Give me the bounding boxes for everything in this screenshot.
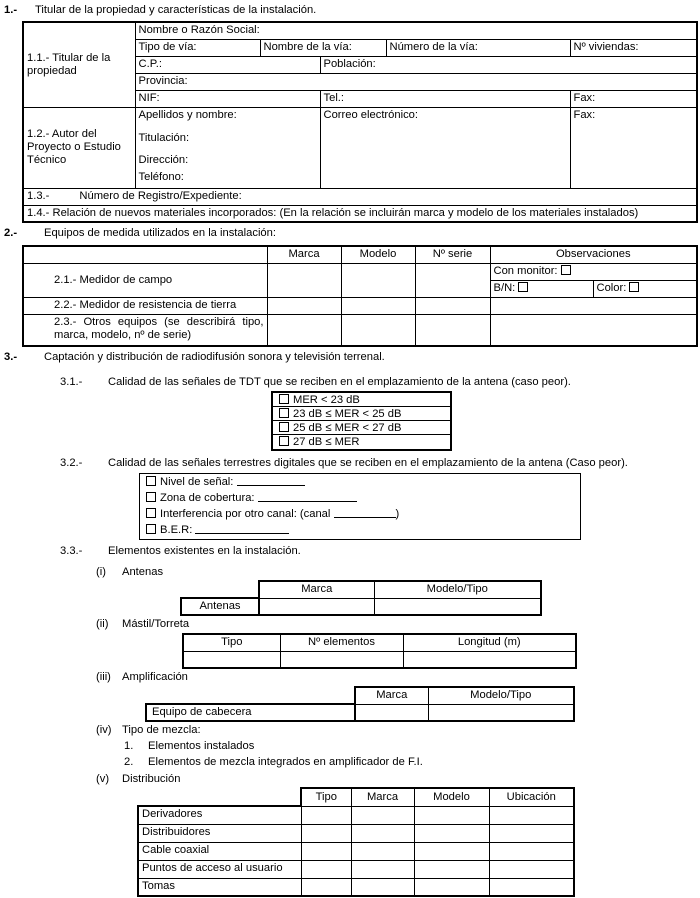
distribution-cell[interactable]	[351, 842, 414, 860]
distribution-cell[interactable]	[414, 860, 489, 878]
interference-blank[interactable]	[334, 508, 396, 518]
earth-meter-serial[interactable]	[415, 297, 490, 314]
mixing-title: Tipo de mezcla:	[122, 724, 201, 736]
headend-label: Equipo de cabecera	[146, 704, 355, 721]
mer-option-2[interactable]	[273, 407, 450, 421]
mast-elements-cell[interactable]	[280, 651, 403, 668]
distribution-cell[interactable]	[489, 824, 574, 842]
mer-label: MER < 23 dB	[293, 394, 360, 406]
distribution-row-label: Derivadores	[138, 806, 301, 824]
mast-type-cell[interactable]	[183, 651, 280, 668]
header-observations: Observaciones	[490, 246, 697, 263]
s31-title: Calidad de las señales de TDT que se reciben en el emplazamiento de la antena (caso peor).	[108, 376, 571, 388]
mer-label: 23 dB ≤ MER < 25 dB	[293, 408, 402, 420]
section-3-number: 3.-	[4, 351, 18, 363]
mast-header-length: Longitud (m)	[403, 634, 576, 651]
section-2-title: Equipos de medida utilizados en la instalación:	[44, 227, 276, 239]
tdt-quality-list	[271, 391, 452, 451]
other-model[interactable]	[341, 314, 415, 346]
street-type-field[interactable]: Tipo de vía:	[135, 39, 260, 56]
color-option	[593, 280, 697, 297]
ber-blank[interactable]	[195, 524, 289, 534]
distribution-header-brand: Marca	[351, 788, 414, 806]
distribution-row-label: Puntos de acceso al usuario	[138, 860, 301, 878]
distribution-cell[interactable]	[414, 878, 489, 896]
mer-label: 25 dB ≤ MER < 27 dB	[293, 422, 402, 434]
monitor-option	[490, 263, 697, 280]
distribution-row-label: Cable coaxial	[138, 842, 301, 860]
checkbox[interactable]	[279, 422, 289, 432]
s33-number: 3.3.-	[60, 545, 83, 557]
section-2-number: 2.-	[4, 227, 18, 239]
distribution-cell[interactable]	[301, 806, 351, 824]
email-field[interactable]: Correo electrónico:	[320, 107, 570, 188]
mer-option-4[interactable]	[273, 435, 450, 449]
distribution-cell[interactable]	[301, 860, 351, 878]
signal-level-label: Nivel de señal:	[160, 476, 237, 488]
monitor-checkbox[interactable]	[561, 265, 571, 275]
earth-meter-model[interactable]	[341, 297, 415, 314]
checkbox[interactable]	[279, 408, 289, 418]
interference-item[interactable]	[140, 506, 580, 522]
antennas-number: (i)	[96, 566, 106, 578]
antennas-row-label: Antenas	[181, 598, 259, 615]
distribution-row-label: Distribuidores	[138, 824, 301, 842]
mer-label: 27 dB ≤ MER	[293, 436, 360, 448]
distribution-cell[interactable]	[414, 824, 489, 842]
distribution-number: (v)	[96, 773, 110, 785]
amplification-title: Amplificación	[122, 671, 188, 683]
color-label: Color:	[596, 281, 627, 294]
distribution-cell[interactable]	[489, 842, 574, 860]
distribution-header-type: Tipo	[301, 788, 351, 806]
field-meter-model[interactable]	[341, 263, 415, 297]
interference-label: Interferencia por otro canal: (canal	[160, 508, 334, 520]
registry-number: 1.3.-	[27, 189, 50, 202]
signal-level-blank[interactable]	[237, 476, 305, 486]
distribution-title: Distribución	[122, 773, 181, 785]
author-details	[135, 107, 320, 188]
header-model: Modelo	[341, 246, 415, 263]
business-name-field[interactable]: Nombre o Razón Social:	[135, 22, 697, 39]
mixing-item-2: Elementos de mezcla integrados en amplificador de F.I.	[148, 756, 423, 768]
field-meter-brand[interactable]	[267, 263, 341, 297]
digital-signal-box	[139, 473, 581, 540]
province-field[interactable]: Provincia:	[135, 73, 697, 90]
checkbox[interactable]	[146, 508, 156, 518]
ber-label: B.E.R:	[160, 524, 196, 536]
antennas-model-cell[interactable]	[374, 598, 541, 615]
checkbox[interactable]	[279, 394, 289, 404]
headend-brand-cell[interactable]	[355, 704, 428, 721]
distribution-cell[interactable]	[489, 806, 574, 824]
signal-level-item[interactable]	[140, 474, 580, 490]
checkbox[interactable]	[146, 476, 156, 486]
s32-title: Calidad de las señales terrestres digitales que se reciben en el emplazamiento de la antena (Caso peor).	[108, 457, 628, 469]
amplification-table	[145, 686, 575, 722]
s31-number: 3.1.-	[60, 376, 83, 388]
other-equipment-label: 2.3.- Otros equipos (se describirá tipo, marca, modelo, nº de serie)	[23, 314, 267, 346]
mixing-item-1: Elementos instalados	[148, 740, 255, 752]
nif-field[interactable]: NIF:	[135, 90, 320, 107]
mixing-number: (iv)	[96, 724, 112, 736]
antennas-title: Antenas	[122, 566, 164, 578]
amplification-header-model: Modelo/Tipo	[428, 687, 574, 704]
author-phone-field[interactable]: Teléfono:	[138, 170, 184, 183]
phone-field[interactable]: Tel.:	[320, 90, 570, 107]
distribution-cell[interactable]	[489, 860, 574, 878]
degree-field[interactable]: Titulación:	[138, 131, 190, 144]
distribution-table	[137, 787, 575, 897]
fax-field[interactable]: Fax:	[570, 90, 697, 107]
dwellings-field[interactable]: Nº viviendas:	[570, 39, 697, 56]
mast-header-type: Tipo	[183, 634, 280, 651]
bw-label: B/N:	[493, 281, 516, 294]
distribution-cell[interactable]	[489, 878, 574, 896]
author-label: 1.2.- Autor del Proyecto o Estudio Técnico	[23, 107, 135, 188]
owner-table	[22, 21, 698, 223]
header-serial: Nº serie	[415, 246, 490, 263]
address-field[interactable]: Dirección:	[138, 153, 189, 166]
ber-item[interactable]	[140, 522, 580, 538]
antennas-table	[180, 580, 542, 616]
earth-meter-brand[interactable]	[267, 297, 341, 314]
section-1-title: Titular de la propiedad y características de la instalación.	[35, 4, 317, 16]
author-name-field[interactable]: Apellidos y nombre:	[138, 108, 237, 121]
amplification-number: (iii)	[96, 671, 111, 683]
coverage-label: Zona de cobertura:	[160, 492, 258, 504]
town-field[interactable]: Población:	[320, 56, 697, 73]
distribution-cell[interactable]	[351, 878, 414, 896]
owner-label: 1.1.- Titular de la propiedad	[23, 22, 135, 107]
measuring-equipment-table	[22, 245, 698, 347]
street-number-field[interactable]: Número de la vía:	[386, 39, 570, 56]
distribution-header-location: Ubicación	[489, 788, 574, 806]
mast-table	[182, 633, 577, 669]
s33-title: Elementos existentes en la instalación.	[108, 545, 301, 557]
registry-field[interactable]	[23, 188, 697, 205]
other-serial[interactable]	[415, 314, 490, 346]
coverage-blank[interactable]	[258, 492, 357, 502]
new-materials-field[interactable]: 1.4.- Relación de nuevos materiales incorporados: (En la relación se incluirán marca y modelo de los materiales instalados)	[23, 205, 697, 222]
distribution-cell[interactable]	[351, 824, 414, 842]
other-brand[interactable]	[267, 314, 341, 346]
checkbox[interactable]	[146, 524, 156, 534]
headend-model-cell[interactable]	[428, 704, 574, 721]
section-3-title: Captación y distribución de radiodifusión sonora y televisión terrenal.	[44, 351, 385, 363]
amplification-header-brand: Marca	[355, 687, 428, 704]
antennas-brand-cell[interactable]	[259, 598, 374, 615]
section-1-number: 1.-	[4, 4, 18, 16]
mast-header-elements: Nº elementos	[280, 634, 403, 651]
registry-label: Número de Registro/Expediente:	[79, 189, 242, 202]
checkbox[interactable]	[146, 492, 156, 502]
mer-option-1[interactable]	[273, 393, 450, 407]
earth-meter-observations[interactable]	[490, 297, 697, 314]
street-name-field[interactable]: Nombre de la vía:	[260, 39, 386, 56]
bw-checkbox[interactable]	[518, 282, 528, 292]
distribution-header-model: Modelo	[414, 788, 489, 806]
mixing-item-2-number: 2.	[124, 756, 134, 768]
postal-code-field[interactable]: C.P.:	[135, 56, 320, 73]
mast-length-cell[interactable]	[403, 651, 576, 668]
distribution-cell[interactable]	[351, 806, 414, 824]
distribution-cell[interactable]	[301, 878, 351, 896]
field-meter-label: 2.1.- Medidor de campo	[23, 263, 267, 297]
other-observations[interactable]	[490, 314, 697, 346]
mast-number: (ii)	[96, 618, 109, 630]
s32-number: 3.2.-	[60, 457, 83, 469]
antennas-header-model: Modelo/Tipo	[374, 581, 541, 598]
distribution-cell[interactable]	[351, 860, 414, 878]
coverage-item[interactable]	[140, 490, 580, 506]
earth-meter-label: 2.2.- Medidor de resistencia de tierra	[23, 297, 267, 314]
monitor-label: Con monitor:	[493, 264, 558, 277]
interference-end: )	[395, 508, 400, 520]
color-checkbox[interactable]	[629, 282, 639, 292]
distribution-cell[interactable]	[414, 806, 489, 824]
header-brand: Marca	[267, 246, 341, 263]
mast-title: Mástil/Torreta	[122, 618, 190, 630]
distribution-cell[interactable]	[301, 824, 351, 842]
checkbox[interactable]	[279, 436, 289, 446]
distribution-cell[interactable]	[301, 842, 351, 860]
bw-option	[490, 280, 593, 297]
antennas-header-brand: Marca	[259, 581, 374, 598]
distribution-row-label: Tomas	[138, 878, 301, 896]
field-meter-serial[interactable]	[415, 263, 490, 297]
author-fax-field[interactable]: Fax:	[570, 107, 697, 188]
mer-option-3[interactable]	[273, 421, 450, 435]
mixing-item-1-number: 1.	[124, 740, 134, 752]
distribution-cell[interactable]	[414, 842, 489, 860]
